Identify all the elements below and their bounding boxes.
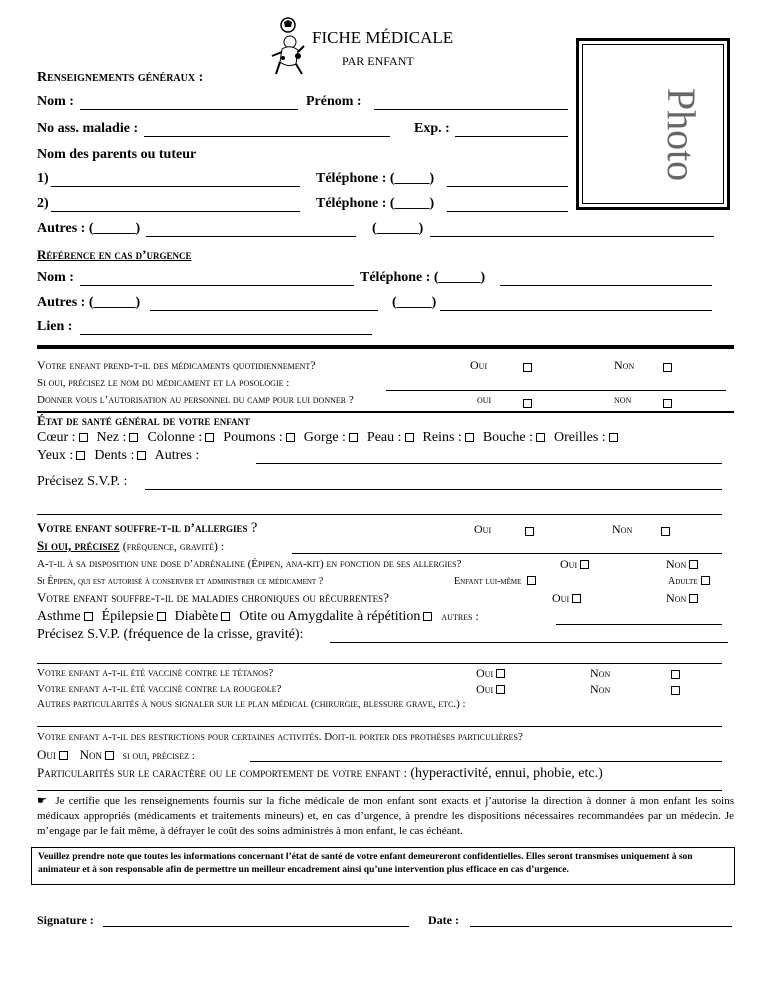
med-posologie-field[interactable] [386, 390, 726, 391]
med-auth-non-label: non [614, 394, 632, 406]
disease-diabete: Diabète [174, 609, 219, 624]
urgence-tel-label: Téléphone : (______) [360, 270, 486, 285]
rougeole-oui-checkbox[interactable] [496, 685, 505, 694]
epilepsie-checkbox[interactable] [157, 612, 166, 621]
disease-autres-field[interactable] [556, 624, 722, 625]
epipen-non-checkbox[interactable] [689, 560, 698, 569]
allergy-precisez-field[interactable] [292, 553, 722, 554]
exp-label: Exp. : [414, 121, 450, 136]
parent1-label: 1) [37, 171, 49, 186]
lien-field[interactable] [80, 334, 372, 335]
urgence-heading: Référence en cas d’urgence [37, 247, 192, 262]
caractere-examples: (hyperactivité, ennui, phobie, etc.) [410, 766, 603, 781]
allergy-oui-label: Oui [474, 522, 492, 536]
restrictions-oui-label: Oui [37, 747, 56, 762]
reins-checkbox[interactable] [465, 433, 474, 442]
chronic-non-label: Non [666, 591, 700, 606]
chronic-oui-checkbox[interactable] [572, 594, 581, 603]
nom-label: Nom : [37, 94, 74, 109]
health-coeur: Cœur : [37, 430, 76, 445]
autres-label: Autres : (______) [37, 221, 141, 236]
lien-label: Lien : [37, 319, 73, 334]
urgence-autres-tel-field[interactable] [440, 310, 712, 311]
health-heading: État de santé général de votre enfant [37, 413, 251, 428]
health-precisez-label: Précisez S.V.P. : [37, 474, 128, 489]
disease-otite: Otite ou Amygdalite à répétition [239, 609, 421, 624]
signature-label: Signature : [37, 913, 94, 927]
autres-tel-field[interactable] [430, 236, 714, 237]
epipen-oui-label: Oui [560, 557, 591, 572]
bouche-checkbox[interactable] [536, 433, 545, 442]
date-field[interactable] [470, 926, 732, 927]
particularites-field[interactable] [37, 726, 722, 727]
particularites-label: Autres particularités à nous signaler sur le plan médical (chirurgie, blessure grave, etc.) : [37, 698, 466, 710]
signature-field[interactable] [103, 926, 409, 927]
crise-field-2[interactable] [37, 663, 722, 664]
urgence-autres-label: Autres : (______) [37, 295, 141, 310]
epipen-oui-checkbox[interactable] [580, 560, 589, 569]
chronic-oui-label: Oui [552, 591, 583, 606]
allergy-precisez: Si oui, précisez (fréquence, gravité) : [37, 538, 225, 553]
poumons-checkbox[interactable] [286, 433, 295, 442]
assurance-label: No ass. maladie : [37, 121, 139, 136]
otite-checkbox[interactable] [423, 612, 432, 621]
health-autres-field[interactable] [256, 463, 722, 464]
med-oui-checkbox[interactable] [523, 363, 532, 372]
epipen-non-label: Non [666, 557, 700, 572]
med-question: Votre enfant prend-t-il des médicaments quotidiennement? [37, 358, 316, 372]
epipen-authorized-question: Si Épipen, qui est autorisé à conserver et administrer ce médicament ? [37, 576, 324, 587]
allergy-question: Votre enfant souffre-t-il d’allergies ? [37, 520, 258, 536]
kids-soccer-logo-icon [268, 16, 308, 78]
form-subtitle: PAR ENFANT [342, 54, 414, 68]
tetanos-non-checkbox[interactable] [671, 670, 680, 679]
parent2-tel-label: Téléphone : (_____) [316, 196, 435, 211]
coeur-checkbox[interactable] [79, 433, 88, 442]
restrictions-non-label: Non [79, 747, 103, 762]
nez-checkbox[interactable] [129, 433, 138, 442]
crise-field[interactable] [330, 642, 728, 643]
diabete-checkbox[interactable] [221, 612, 230, 621]
allergy-oui-checkbox[interactable] [525, 527, 534, 536]
tetanos-oui-label: Oui [476, 666, 507, 681]
rougeole-question: Votre enfant a-t-il été vacciné contre la rougeole? [37, 683, 282, 695]
health-poumons: Poumons : [223, 430, 283, 445]
yeux-checkbox[interactable] [76, 451, 85, 460]
med-non-label: Non [614, 358, 635, 372]
urgence-tel-field[interactable] [500, 285, 712, 286]
med-posologie-label: Si oui, précisez le nom du médicament et la posologie : [37, 377, 290, 389]
disease-autres-label: autres : [441, 609, 479, 623]
certification-text: ☛ Je certifie que les renseignements fournis sur la fiche médicale de mon enfant sont exacts et j’autorise la direction à donner à mon enfant les soins médicaux appropriés (médicaments et traitements mineurs) et, en cas d’urgence, à prendre les dispositions nécessaires recommandées par un médecin. Je m’engage par le fait même, à défrayer le coût des soins administrés à mon enfant, le cas échéant. [37, 795, 735, 837]
confidentiality-notice: Veuillez prendre note que toutes les informations concernant l’état de santé de votre enfant demeureront confidentielles. Elles seront transmises uniquement à son animateur et à son responsable afin de permettre un meilleur encadrement ainsi qu’une intervention plus efficace en cas d’urgence. [31, 847, 735, 885]
parent2-label: 2) [37, 196, 49, 211]
health-reins: Reins : [422, 430, 462, 445]
urgence-nom-field[interactable] [80, 285, 354, 286]
rougeole-non-checkbox[interactable] [671, 686, 680, 695]
rougeole-oui-label: Oui [476, 682, 507, 697]
adulte-label: Adulte [668, 576, 712, 587]
colonne-checkbox[interactable] [205, 433, 214, 442]
restrictions-oui-checkbox[interactable] [59, 751, 68, 760]
tetanos-question: Votre enfant a-t-il été vacciné contre le tétanos? [37, 667, 274, 679]
section-divider [37, 345, 734, 349]
health-dents: Dents : [94, 448, 135, 463]
allergy-non-checkbox[interactable] [661, 527, 670, 536]
health-bouche: Bouche : [482, 430, 533, 445]
med-non-checkbox[interactable] [663, 363, 672, 372]
med-oui-label: Oui [470, 358, 488, 372]
health-peau: Peau : [366, 430, 402, 445]
date-label: Date : [428, 913, 459, 927]
exp-field[interactable] [455, 136, 568, 137]
health-yeux: Yeux : [37, 448, 74, 463]
disease-epilepsie: Épilepsie [101, 609, 154, 624]
parent2-field[interactable] [51, 211, 300, 212]
health-colonne: Colonne : [147, 430, 203, 445]
med-auth-non-checkbox[interactable] [663, 399, 672, 408]
enfant-label: Enfant lui-même [454, 576, 538, 587]
photo-label: Photo [659, 87, 705, 182]
form-title: FICHE MÉDICALE [312, 28, 454, 47]
enfant-checkbox[interactable] [527, 576, 536, 585]
pointing-hand-icon: ☛ [37, 795, 47, 807]
health-precisez-field-2[interactable] [37, 514, 722, 515]
urgence-nom-label: Nom : [37, 270, 74, 285]
photo-box [576, 38, 730, 210]
health-oreilles: Oreilles : [553, 430, 606, 445]
dents-checkbox[interactable] [137, 451, 146, 460]
parent2-tel-field[interactable] [447, 211, 568, 212]
parent1-tel-field[interactable] [447, 186, 568, 187]
restrictions-precisez-field[interactable] [250, 761, 722, 762]
epipen-question: A-t-il à sa disposition une dose d’adrénaline (Épipen, ana-kit) en fonction de ses allergies? [37, 558, 462, 570]
health-row1 [37, 430, 620, 446]
autres-field[interactable] [146, 236, 356, 237]
health-nez: Nez : [96, 430, 127, 445]
health-gorge: Gorge : [303, 430, 346, 445]
prenom-label: Prénom : [306, 94, 362, 109]
diseases-row [37, 609, 479, 625]
peau-checkbox[interactable] [405, 433, 414, 442]
parent1-tel-label: Téléphone : (_____) [316, 171, 435, 186]
restrictions-precisez-label: si oui, précisez : [122, 750, 195, 762]
restrictions-non-checkbox[interactable] [105, 751, 114, 760]
med-auth-oui-label: oui [477, 394, 492, 406]
chronic-question: Votre enfant souffre-t-il de maladies chroniques ou récurrentes? [37, 590, 389, 605]
gorge-checkbox[interactable] [349, 433, 358, 442]
autres-tel-label: (______) [372, 221, 424, 236]
disease-asthme: Asthme [37, 609, 81, 624]
tetanos-non-label: Non [590, 666, 611, 680]
general-heading: Renseignements généraux : [37, 70, 204, 85]
parent1-field[interactable] [51, 186, 300, 187]
tetanos-oui-checkbox[interactable] [496, 669, 505, 678]
health-autres-label: Autres : [154, 448, 200, 463]
med-auth-oui-checkbox[interactable] [523, 399, 532, 408]
chronic-non-checkbox[interactable] [689, 594, 698, 603]
caractere-label: Particularités sur le caractère ou le comportement de votre enfant : [37, 765, 408, 780]
allergy-non-label: Non [612, 522, 633, 536]
restrictions-row [37, 747, 195, 763]
parents-label: Nom des parents ou tuteur [37, 147, 197, 162]
oreilles-checkbox[interactable] [609, 433, 618, 442]
health-row2 [37, 448, 199, 464]
urgence-autres-field[interactable] [150, 310, 378, 311]
crise-label: Précisez S.V.P. (fréquence de la crisse, gravité): [37, 627, 304, 642]
prenom-field[interactable] [374, 109, 568, 110]
urgence-autres-tel-label: (_____) [392, 295, 437, 310]
adulte-checkbox[interactable] [701, 576, 710, 585]
caractere-row [37, 765, 603, 782]
assurance-field[interactable] [144, 136, 390, 137]
restrictions-question: Votre enfant a-t-il des restrictions pour certaines activités. Doit-il porter des prothèses particulières? [37, 731, 523, 743]
caractere-field[interactable] [37, 790, 722, 791]
health-precisez-field[interactable] [145, 489, 722, 490]
nom-field[interactable] [80, 109, 298, 110]
asthme-checkbox[interactable] [84, 612, 93, 621]
rougeole-non-label: Non [590, 682, 611, 696]
med-authorization-label: Donner vous l’autorisation au personnel du camp pour lui donner ? [37, 394, 354, 406]
